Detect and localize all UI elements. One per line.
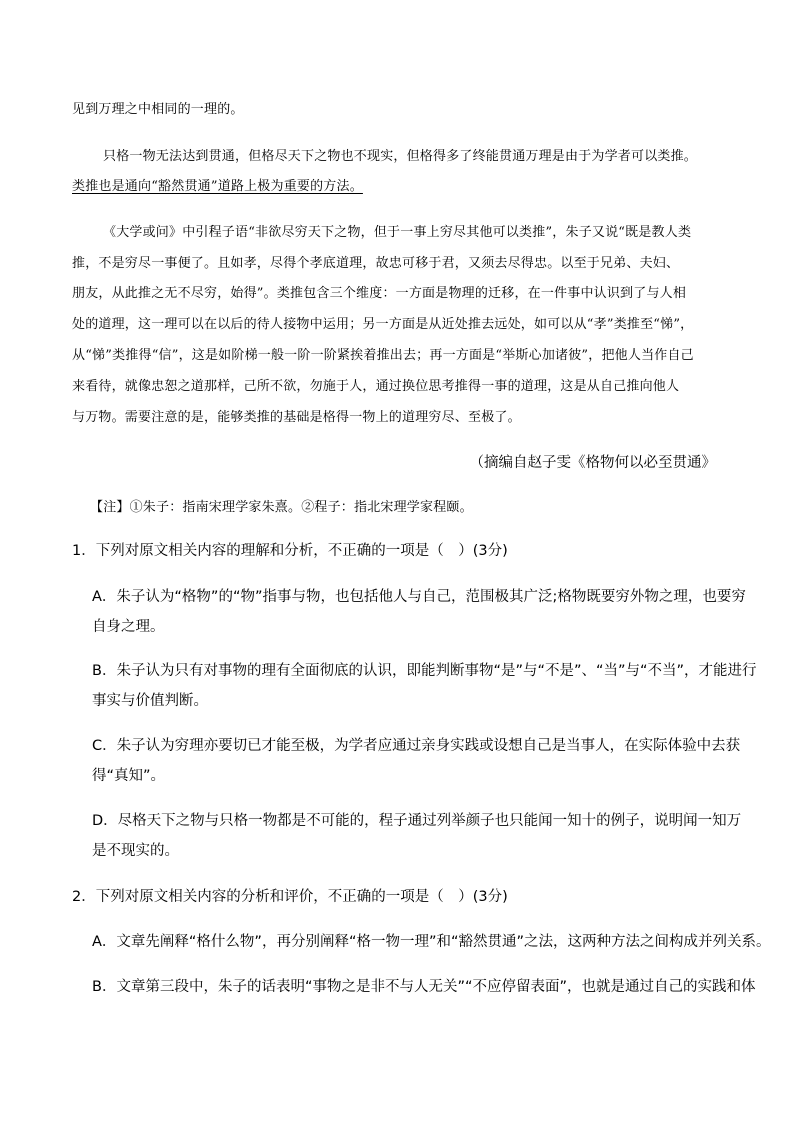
option-c-line-1: C．朱子认为穷理亦要切已才能至极，为学者应通过亲身实践或设想自己是当事人，在实际体验中去获 bbox=[92, 738, 741, 754]
footnote: 【注】①朱子：指南宋理学家朱熹。②程子：指北宋理学家程颐。 bbox=[90, 500, 473, 515]
option-a-line-1: A．文章先阐释“格什么物”，再分别阐释“格一物一理”和“豁然贯通”之法，这两种方法之间构成并列关系。 bbox=[92, 934, 771, 950]
passage-line: 从“悌”类推得“信”，这是如阶梯一般一阶一阶紧挨着推出去；再一方面是“举斯心加诸彼”，把他人当作自己 bbox=[72, 348, 694, 363]
passage-line: 处的道理，这一理可以在以后的待人接物中运用；另一方面是从近处推去远处，如可以从“孝”类推至“悌”， bbox=[72, 317, 694, 332]
option-c-line-2: 得“真知”。 bbox=[92, 768, 166, 784]
passage-line: 见到万理之中相同的一理的。 bbox=[72, 102, 244, 117]
passage-line: 与万物。需要注意的是，能够类推的基础是格得一物上的道理穷尽、至极了。 bbox=[72, 410, 521, 425]
option-b-line-1: B．文章第三段中，朱子的话表明“事物之是非不与人无关”“不应停留表面”，也就是通过自己的实践和体 bbox=[92, 979, 756, 995]
passage-line: 只格一物无法达到贯通，但格尽天下之物也不现实，但格得多了终能贯通万理是由于为学者可以类推。 bbox=[103, 149, 698, 164]
passage-line: 来看待，就像忠恕之道那样，己所不欲，勿施于人，通过换位思考推得一事的道理，这是从自己推向他人 bbox=[72, 379, 680, 394]
passage-line: 推，不是穷尽一事便了。且如孝，尽得个孝底道理，故忠可移于君，又须去尽得忠。以至于兄弟、夫妇、 bbox=[72, 256, 680, 271]
option-b-line-2: 事实与价值判断。 bbox=[92, 693, 208, 709]
question-stem: 2．下列对原文相关内容的分析和评价，不正确的一项是（ ）(3分) bbox=[72, 889, 508, 905]
passage-line-underlined: 类推也是通向“豁然贯通”道路上极为重要的方法。 bbox=[72, 179, 363, 194]
passage-line: 朋友，从此推之无不尽穷，始得”。类推包含三个维度：一方面是物理的迁移，在一件事中认识到了与人相 bbox=[72, 286, 687, 301]
passage-line: 《大学或问》中引程子语“非欲尽穷天下之物，但于一事上穷尽其他可以类推”，朱子又说“既是教人类 bbox=[103, 225, 692, 240]
option-b-line-1: B．朱子认为只有对事物的理有全面彻底的认识，即能判断事物“是”与“不是”、“当”与“不当”，才能进行 bbox=[92, 663, 757, 679]
option-d-line-1: D．尽格天下之物与只格一物都是不可能的，程子通过列举颜子也只能闻一知十的例子，说明闻一知万 bbox=[92, 813, 742, 829]
question-stem: 1．下列对原文相关内容的理解和分析，不正确的一项是（ ）(3分) bbox=[72, 543, 508, 559]
option-d-line-2: 是不现实的。 bbox=[92, 843, 179, 859]
source-citation: （摘编自赵子雯《格物何以必至贯通》 bbox=[469, 455, 716, 471]
option-a-line-2: 自身之理。 bbox=[92, 619, 165, 635]
option-a-line-1: A．朱子认为“格物”的“物”指事与物，也包括他人与自己，范围极其广泛;格物既要穷外物之理，也要穷 bbox=[92, 589, 746, 605]
